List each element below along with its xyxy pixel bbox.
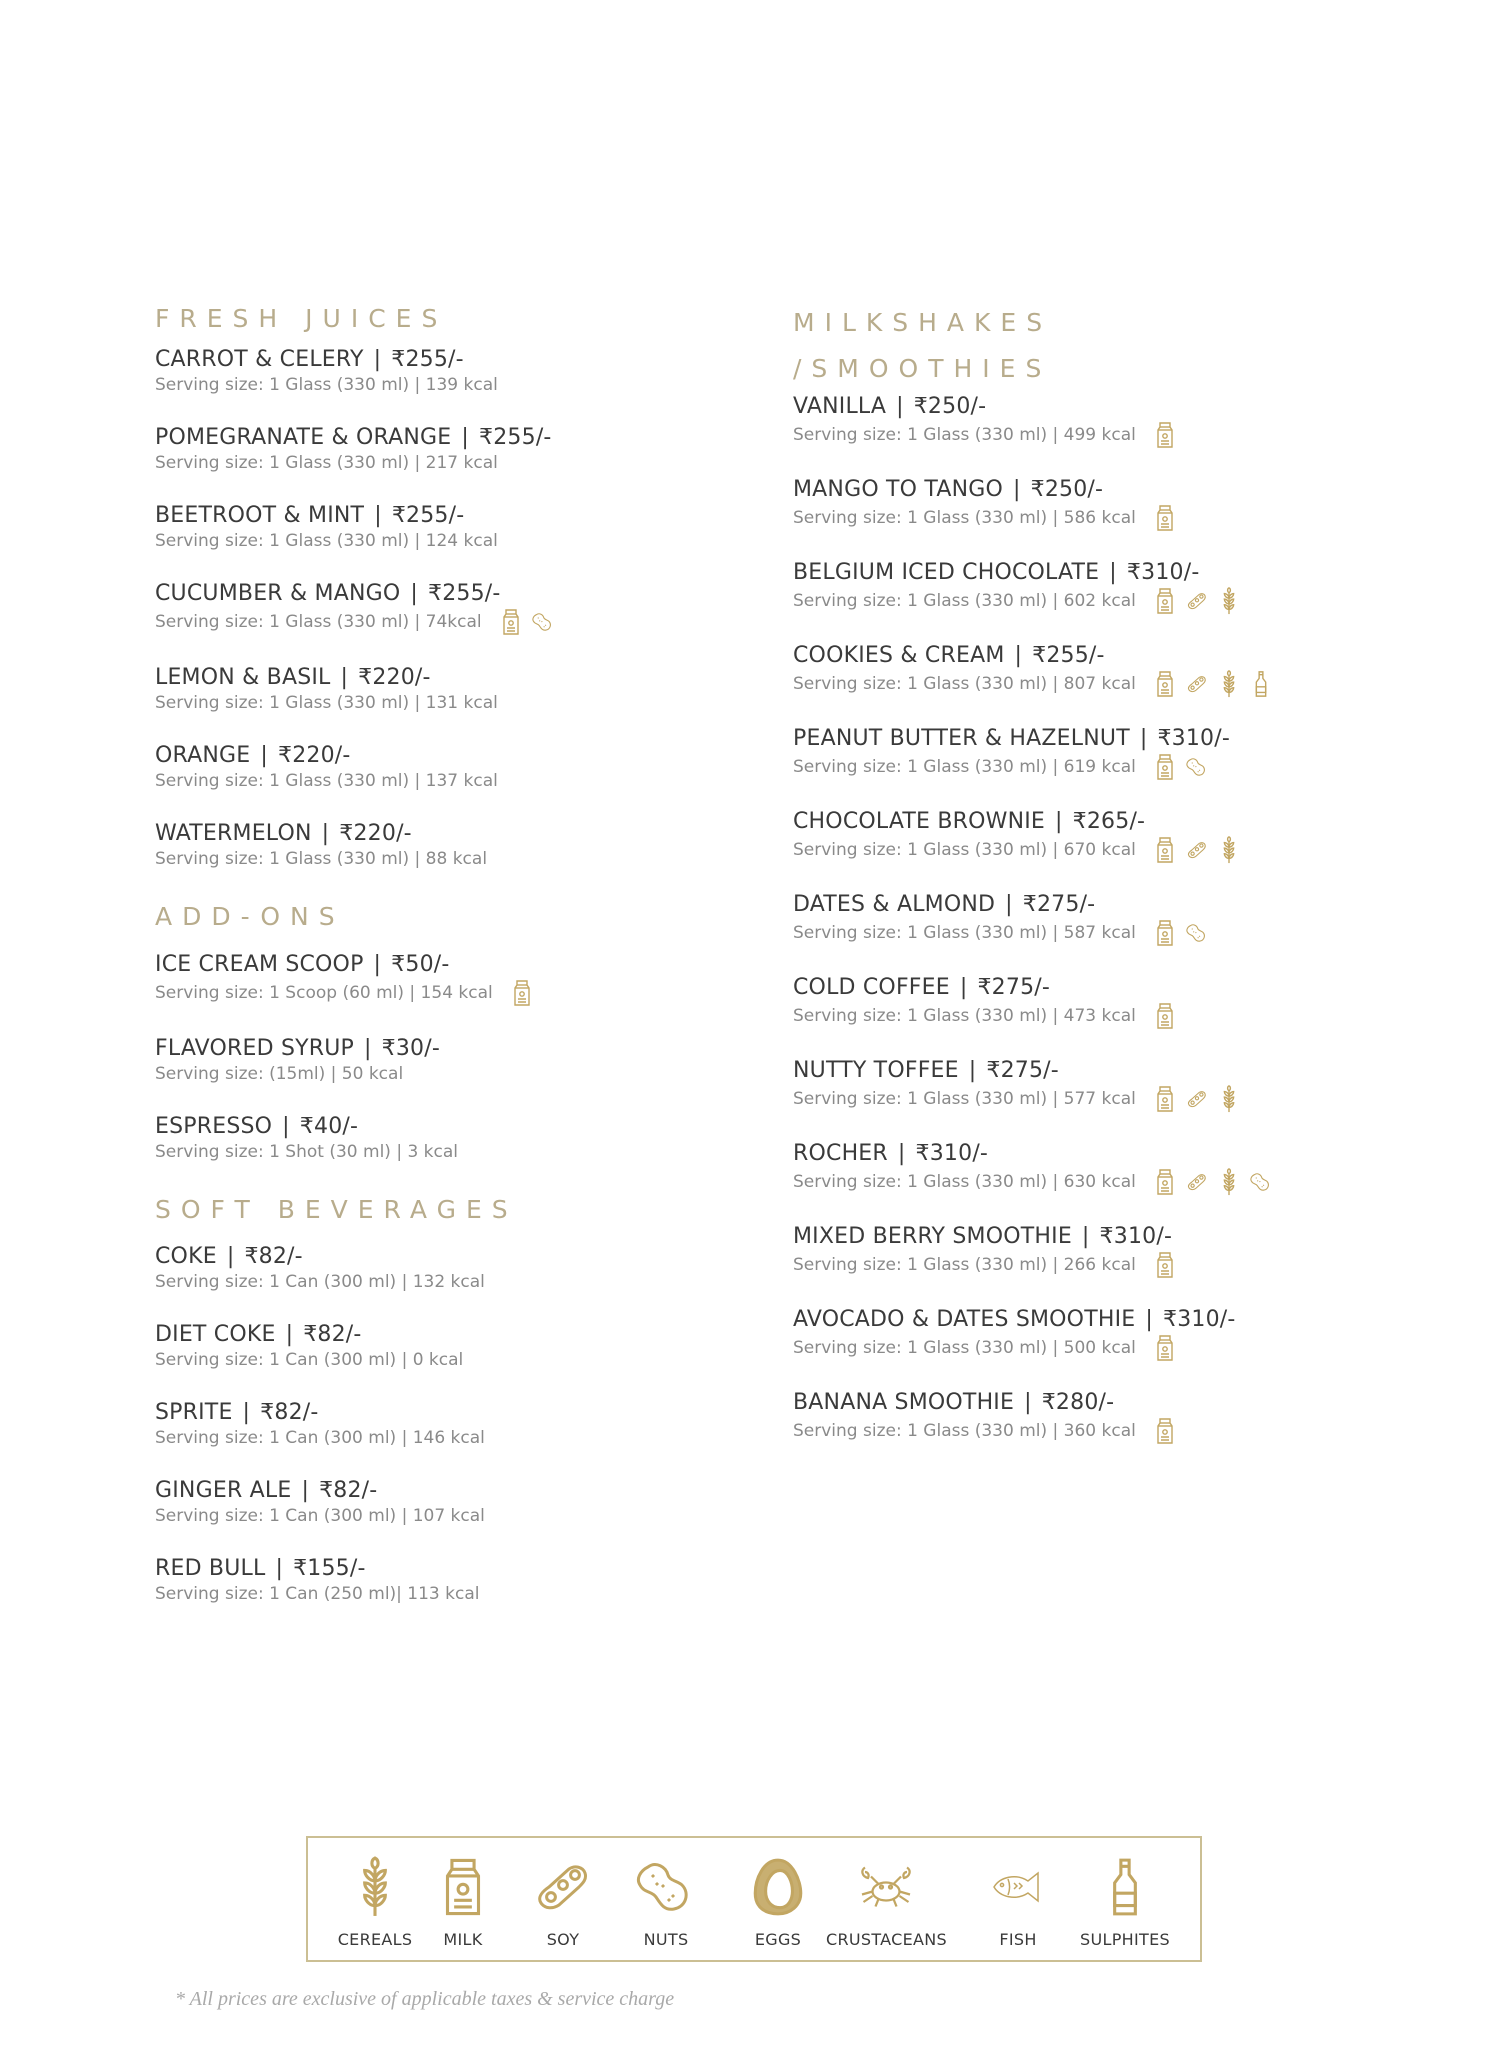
serving-info: Serving size: 1 Glass (330 ml) | 586 kcal xyxy=(793,507,1136,528)
menu-item xyxy=(793,559,1353,615)
soy-icon xyxy=(1186,670,1208,698)
menu-item-title xyxy=(793,393,1353,421)
serving-row xyxy=(155,1583,755,1605)
menu-item-name: ICE CREAM SCOOP xyxy=(155,951,364,977)
menu-item-name: DATES & ALMOND xyxy=(793,891,996,917)
serving-info: Serving size: 1 Glass (330 ml) | 500 kcal xyxy=(793,1337,1136,1358)
menu-item-name: FLAVORED SYRUP xyxy=(155,1035,355,1061)
menu-item-price: ₹220/- xyxy=(278,743,351,769)
price-separator: | xyxy=(1005,891,1013,917)
serving-row xyxy=(793,1417,1353,1445)
price-separator: | xyxy=(242,1399,251,1425)
milk-icon xyxy=(1154,753,1176,781)
menu-item xyxy=(155,580,755,636)
serving-info: Serving size: 1 Glass (330 ml) | 217 kcal xyxy=(155,453,498,474)
section-title-milkshakes: MILKSHAKES xyxy=(793,308,1053,337)
legend-label: EGGS xyxy=(754,1930,802,1949)
serving-info: Serving size: 1 Can (300 ml) | 107 kcal xyxy=(155,1505,485,1526)
milk-icon xyxy=(1154,1417,1176,1445)
menu-item xyxy=(155,1035,755,1085)
menu-item xyxy=(155,742,755,792)
serving-row xyxy=(155,608,755,636)
serving-row xyxy=(155,530,755,552)
serving-row xyxy=(155,979,755,1007)
menu-item-name: DIET COKE xyxy=(155,1321,276,1347)
allergen-icons xyxy=(511,979,533,1007)
menu-item xyxy=(793,725,1353,781)
nuts-icon xyxy=(1186,753,1208,781)
allergen-icons xyxy=(1154,1085,1240,1113)
serving-row xyxy=(155,452,755,474)
serving-info: Serving size: 1 Glass (330 ml) | 807 kcal xyxy=(793,673,1136,694)
price-separator: | xyxy=(461,425,470,451)
serving-row xyxy=(155,770,755,792)
fresh-juices-list xyxy=(155,346,755,870)
cereals-icon xyxy=(1218,1085,1240,1113)
menu-item-price: ₹50/- xyxy=(391,951,450,977)
menu-item-price: ₹310/- xyxy=(1126,559,1200,585)
menu-item-name: RED BULL xyxy=(155,1555,266,1581)
menu-item-title xyxy=(793,1223,1353,1251)
serving-info: Serving size: 1 Glass (330 ml) | 619 kcal xyxy=(793,756,1136,777)
menu-item-name: MIXED BERRY SMOOTHIE xyxy=(793,1223,1072,1249)
menu-item xyxy=(155,502,755,552)
soy-icon xyxy=(1186,1168,1208,1196)
allergen-icons xyxy=(1154,1417,1176,1445)
menu-item-price: ₹275/- xyxy=(986,1057,1059,1083)
menu-item-title xyxy=(155,1243,755,1271)
menu-item-name: SPRITE xyxy=(155,1399,233,1425)
menu-item-title xyxy=(793,1140,1353,1168)
cereals-icon xyxy=(1218,670,1240,698)
menu-item-title xyxy=(155,1321,755,1349)
nuts-icon xyxy=(1250,1168,1272,1196)
legend-label: NUTS xyxy=(643,1930,689,1949)
menu-item-price: ₹40/- xyxy=(299,1113,359,1139)
milk-icon xyxy=(1154,1251,1176,1279)
milkshakes-list xyxy=(793,393,1353,1445)
right-column xyxy=(793,300,1353,1472)
serving-info: Serving size: 1 Glass (330 ml) | 602 kcal xyxy=(793,590,1136,611)
price-separator: | xyxy=(897,1140,906,1166)
serving-row xyxy=(155,374,755,396)
eggs-icon xyxy=(748,1856,808,1918)
legend-label: CRUSTACEANS xyxy=(826,1930,948,1949)
serving-row xyxy=(793,421,1353,449)
allergen-icons xyxy=(1154,1168,1272,1196)
menu-item-title xyxy=(155,664,755,692)
soy-icon xyxy=(1186,587,1208,615)
menu-item-title xyxy=(155,502,755,530)
menu-item-title xyxy=(793,974,1353,1002)
menu-item-price: ₹255/- xyxy=(391,347,464,373)
menu-item-price: ₹255/- xyxy=(479,425,552,451)
menu-item-price: ₹220/- xyxy=(339,821,412,847)
menu-item-price: ₹220/- xyxy=(358,665,431,691)
price-separator: | xyxy=(364,1035,372,1061)
cereals-icon xyxy=(1218,836,1240,864)
menu-item-name: LEMON & BASIL xyxy=(155,665,331,691)
legend-label: SULPHITES xyxy=(1080,1930,1170,1949)
menu-item-title xyxy=(155,1477,755,1505)
menu-item xyxy=(155,1555,755,1605)
menu-item-price: ₹310/- xyxy=(1099,1223,1173,1249)
milk-icon xyxy=(1154,587,1176,615)
price-footnote: * All prices are exclusive of applicable taxes & service charge xyxy=(175,1988,675,2010)
allergen-icons xyxy=(1154,1251,1176,1279)
legend-label: FISH xyxy=(999,1930,1037,1949)
menu-item xyxy=(793,1223,1353,1279)
menu-item-price: ₹255/- xyxy=(428,581,501,607)
milk-icon xyxy=(1154,504,1176,532)
menu-item-name: COKE xyxy=(155,1243,217,1269)
price-separator: | xyxy=(321,821,330,847)
menu-item-price: ₹310/- xyxy=(1157,725,1231,751)
menu-item xyxy=(793,808,1353,864)
cereals-icon xyxy=(1218,1168,1240,1196)
menu-item xyxy=(793,1389,1353,1445)
legend-item-soy xyxy=(503,1856,623,1949)
serving-info: Serving size: 1 Glass (330 ml) | 137 kcal xyxy=(155,771,498,792)
menu-item-price: ₹255/- xyxy=(391,503,465,529)
milk-icon xyxy=(1154,670,1176,698)
allergen-legend xyxy=(306,1836,1202,1962)
price-separator: | xyxy=(1055,808,1063,834)
menu-item-name: ESPRESSO xyxy=(155,1113,273,1139)
allergen-icons xyxy=(1154,836,1240,864)
milk-icon xyxy=(1154,1085,1176,1113)
serving-row xyxy=(793,1085,1353,1113)
menu-item-title xyxy=(793,808,1353,836)
menu-item-title xyxy=(793,725,1353,753)
price-separator: | xyxy=(282,1113,290,1139)
menu-item-name: ROCHER xyxy=(793,1140,888,1166)
menu-item xyxy=(155,1399,755,1449)
section-title-add-ons: ADD-ONS xyxy=(155,902,345,932)
menu-item xyxy=(793,476,1353,532)
allergen-icons xyxy=(1154,1002,1176,1030)
serving-row xyxy=(793,1002,1353,1030)
cereals-icon xyxy=(345,1856,405,1918)
serving-info: Serving size: 1 Glass (330 ml) | 630 kcal xyxy=(793,1171,1136,1192)
price-separator: | xyxy=(1024,1389,1032,1415)
menu-item-name: CUCUMBER & MANGO xyxy=(155,581,401,607)
menu-item-name: AVOCADO & DATES SMOOTHIE xyxy=(793,1306,1136,1332)
left-column xyxy=(155,296,755,1633)
milk-icon xyxy=(433,1856,493,1918)
menu-item-price: ₹280/- xyxy=(1041,1389,1115,1415)
menu-item-title xyxy=(155,346,755,374)
serving-info: Serving size: 1 Glass (330 ml) | 74kcal xyxy=(155,612,482,633)
menu-item-price: ₹155/- xyxy=(293,1555,366,1581)
allergen-icons xyxy=(1154,919,1208,947)
menu-item-title xyxy=(155,951,755,979)
price-separator: | xyxy=(226,1243,235,1269)
serving-row xyxy=(155,848,755,870)
serving-info: Serving size: 1 Glass (330 ml) | 360 kcal xyxy=(793,1420,1136,1441)
menu-item xyxy=(155,1113,755,1163)
menu-item xyxy=(793,1306,1353,1362)
price-separator: | xyxy=(373,347,382,373)
menu-item-title xyxy=(155,424,755,452)
price-separator: | xyxy=(1139,725,1148,751)
menu-item-name: WATERMELON xyxy=(155,821,312,847)
allergen-icons xyxy=(1154,421,1176,449)
price-separator: | xyxy=(373,951,382,977)
price-separator: | xyxy=(260,743,268,769)
nuts-icon xyxy=(636,1856,696,1918)
crustaceans-icon xyxy=(856,1856,916,1918)
price-separator: | xyxy=(1109,559,1117,585)
menu-item-name: BANANA SMOOTHIE xyxy=(793,1389,1015,1415)
price-separator: | xyxy=(1014,642,1023,668)
menu-item xyxy=(155,424,755,474)
menu-item-title xyxy=(155,580,755,608)
price-separator: | xyxy=(285,1321,294,1347)
section-title-fresh-juices: FRESH JUICES xyxy=(155,304,448,333)
price-separator: | xyxy=(959,974,968,1000)
menu-item-title xyxy=(793,1057,1353,1085)
milk-icon xyxy=(500,608,522,636)
milk-icon xyxy=(1154,836,1176,864)
section-title-soft-beverages: SOFT BEVERAGES xyxy=(155,1194,518,1224)
serving-info: Serving size: 1 Glass (330 ml) | 499 kcal xyxy=(793,424,1136,445)
serving-info: Serving size: 1 Can (250 ml)| 113 kcal xyxy=(155,1583,480,1604)
price-separator: | xyxy=(374,503,382,529)
section-title-smoothies: /SMOOTHIES xyxy=(793,354,1052,384)
menu-item-name: ORANGE xyxy=(155,743,251,769)
legend-item-nuts xyxy=(606,1856,726,1949)
serving-row xyxy=(793,670,1353,698)
allergen-icons xyxy=(500,608,554,636)
menu-item xyxy=(155,820,755,870)
serving-info: Serving size: 1 Glass (330 ml) | 473 kcal xyxy=(793,1005,1136,1026)
menu-item-title xyxy=(155,820,755,848)
legend-item-crustaceans xyxy=(826,1856,946,1949)
allergen-icons xyxy=(1154,753,1208,781)
menu-item-name: MANGO TO TANGO xyxy=(793,476,1003,502)
menu-item-title xyxy=(155,1035,755,1063)
milk-icon xyxy=(1154,1168,1176,1196)
menu-item-name: PEANUT BUTTER & HAZELNUT xyxy=(793,725,1130,751)
menu-item-name: COOKIES & CREAM xyxy=(793,642,1005,668)
serving-row xyxy=(155,1063,755,1085)
legend-item-fish xyxy=(958,1856,1078,1949)
menu-item-price: ₹310/- xyxy=(915,1140,989,1166)
soy-icon xyxy=(1186,836,1208,864)
sulphites-icon xyxy=(1250,670,1272,698)
menu-item-price: ₹82/- xyxy=(319,1477,378,1503)
serving-info: Serving size: 1 Glass (330 ml) | 131 kcal xyxy=(155,693,498,714)
menu-item-name: CHOCOLATE BROWNIE xyxy=(793,808,1046,834)
serving-info: Serving size: 1 Glass (330 ml) | 266 kcal xyxy=(793,1254,1136,1275)
menu-item-price: ₹275/- xyxy=(977,974,1051,1000)
allergen-icons xyxy=(1154,1334,1176,1362)
serving-info: Serving size: 1 Shot (30 ml) | 3 kcal xyxy=(155,1141,459,1162)
serving-row xyxy=(793,587,1353,615)
menu-item xyxy=(793,891,1353,947)
menu-item xyxy=(793,1140,1353,1196)
serving-row xyxy=(155,1141,755,1163)
serving-row xyxy=(155,1349,755,1371)
add-ons-list xyxy=(155,951,755,1163)
menu-item-title xyxy=(155,1113,755,1141)
menu-item-price: ₹82/- xyxy=(260,1399,319,1425)
serving-row xyxy=(793,836,1353,864)
serving-info: Serving size: 1 Scoop (60 ml) | 154 kcal xyxy=(155,982,493,1003)
serving-info: Serving size: 1 Glass (330 ml) | 670 kcal xyxy=(793,839,1136,860)
menu-item-title xyxy=(155,1555,755,1583)
nuts-icon xyxy=(532,608,554,636)
menu-item-price: ₹82/- xyxy=(244,1243,303,1269)
allergen-icons xyxy=(1154,587,1240,615)
menu-item-name: BELGIUM ICED CHOCOLATE xyxy=(793,559,1100,585)
serving-row xyxy=(155,1271,755,1293)
cereals-icon xyxy=(1218,587,1240,615)
menu-item-title xyxy=(155,742,755,770)
menu-item-name: COLD COFFEE xyxy=(793,974,950,1000)
price-separator: | xyxy=(1013,476,1021,502)
serving-info: Serving size: (15ml) | 50 kcal xyxy=(155,1063,404,1084)
menu-item-name: BEETROOT & MINT xyxy=(155,503,365,529)
legend-item-eggs xyxy=(718,1856,838,1949)
serving-row xyxy=(793,753,1353,781)
menu-item xyxy=(155,1243,755,1293)
fish-icon xyxy=(988,1856,1048,1918)
legend-label: SOY xyxy=(546,1930,580,1949)
menu-item-name: GINGER ALE xyxy=(155,1477,292,1503)
menu-item-price: ₹250/- xyxy=(1030,476,1104,502)
menu-item xyxy=(155,664,755,714)
price-separator: | xyxy=(1145,1306,1153,1332)
menu-item-name: POMEGRANATE & ORANGE xyxy=(155,425,452,451)
allergen-icons xyxy=(1154,670,1272,698)
price-separator: | xyxy=(1081,1223,1090,1249)
serving-row xyxy=(155,1505,755,1527)
menu-item-price: ₹275/- xyxy=(1022,891,1096,917)
serving-info: Serving size: 1 Can (300 ml) | 146 kcal xyxy=(155,1427,485,1448)
menu-item xyxy=(155,951,755,1007)
serving-info: Serving size: 1 Can (300 ml) | 132 kcal xyxy=(155,1271,485,1292)
legend-item-sulphites xyxy=(1065,1856,1185,1949)
milk-icon xyxy=(1154,421,1176,449)
serving-row xyxy=(793,504,1353,532)
soy-icon xyxy=(1186,1085,1208,1113)
menu-item xyxy=(793,642,1353,698)
menu-item-title xyxy=(793,1306,1353,1334)
serving-info: Serving size: 1 Glass (330 ml) | 139 kcal xyxy=(155,375,498,396)
serving-info: Serving size: 1 Glass (330 ml) | 88 kcal xyxy=(155,849,488,870)
soy-icon xyxy=(533,1856,593,1918)
serving-info: Serving size: 1 Glass (330 ml) | 577 kcal xyxy=(793,1088,1136,1109)
milk-icon xyxy=(511,979,533,1007)
price-separator: | xyxy=(275,1555,284,1581)
serving-info: Serving size: 1 Can (300 ml) | 0 kcal xyxy=(155,1349,464,1370)
menu-item-name: NUTTY TOFFEE xyxy=(793,1057,959,1083)
menu-item-title xyxy=(793,642,1353,670)
milk-icon xyxy=(1154,1334,1176,1362)
menu-item-name: VANILLA xyxy=(793,393,887,419)
menu-item-title xyxy=(155,1399,755,1427)
allergen-icons xyxy=(1154,504,1176,532)
menu-item xyxy=(793,974,1353,1030)
sulphites-icon xyxy=(1095,1856,1155,1918)
price-separator: | xyxy=(410,581,419,607)
soft-beverages-list xyxy=(155,1243,755,1605)
milk-icon xyxy=(1154,919,1176,947)
serving-row xyxy=(793,1168,1353,1196)
serving-row xyxy=(793,919,1353,947)
milk-icon xyxy=(1154,1002,1176,1030)
menu-item xyxy=(793,1057,1353,1113)
legend-label: MILK xyxy=(443,1930,483,1949)
serving-info: Serving size: 1 Glass (330 ml) | 587 kcal xyxy=(793,922,1136,943)
price-separator: | xyxy=(340,665,349,691)
menu-item-title xyxy=(793,1389,1353,1417)
menu-item xyxy=(155,346,755,396)
menu-item-price: ₹250/- xyxy=(913,393,987,419)
menu-item-price: ₹82/- xyxy=(303,1321,362,1347)
serving-info: Serving size: 1 Glass (330 ml) | 124 kcal xyxy=(155,531,498,552)
menu-item-price: ₹30/- xyxy=(381,1035,440,1061)
price-separator: | xyxy=(896,393,904,419)
serving-row xyxy=(155,692,755,714)
menu-item-name: CARROT & CELERY xyxy=(155,347,364,373)
price-separator: | xyxy=(301,1477,310,1503)
menu-item-price: ₹265/- xyxy=(1072,808,1146,834)
nuts-icon xyxy=(1186,919,1208,947)
serving-row xyxy=(793,1251,1353,1279)
price-separator: | xyxy=(968,1057,977,1083)
menu-item-title xyxy=(793,559,1353,587)
menu-item-price: ₹310/- xyxy=(1163,1306,1236,1332)
serving-row xyxy=(793,1334,1353,1362)
menu-item xyxy=(155,1321,755,1371)
menu-item xyxy=(155,1477,755,1527)
menu-item-price: ₹255/- xyxy=(1032,642,1105,668)
legend-label: CEREALS xyxy=(337,1930,413,1949)
serving-row xyxy=(155,1427,755,1449)
menu-item-title xyxy=(793,891,1353,919)
menu-item xyxy=(793,393,1353,449)
menu-item-title xyxy=(793,476,1353,504)
